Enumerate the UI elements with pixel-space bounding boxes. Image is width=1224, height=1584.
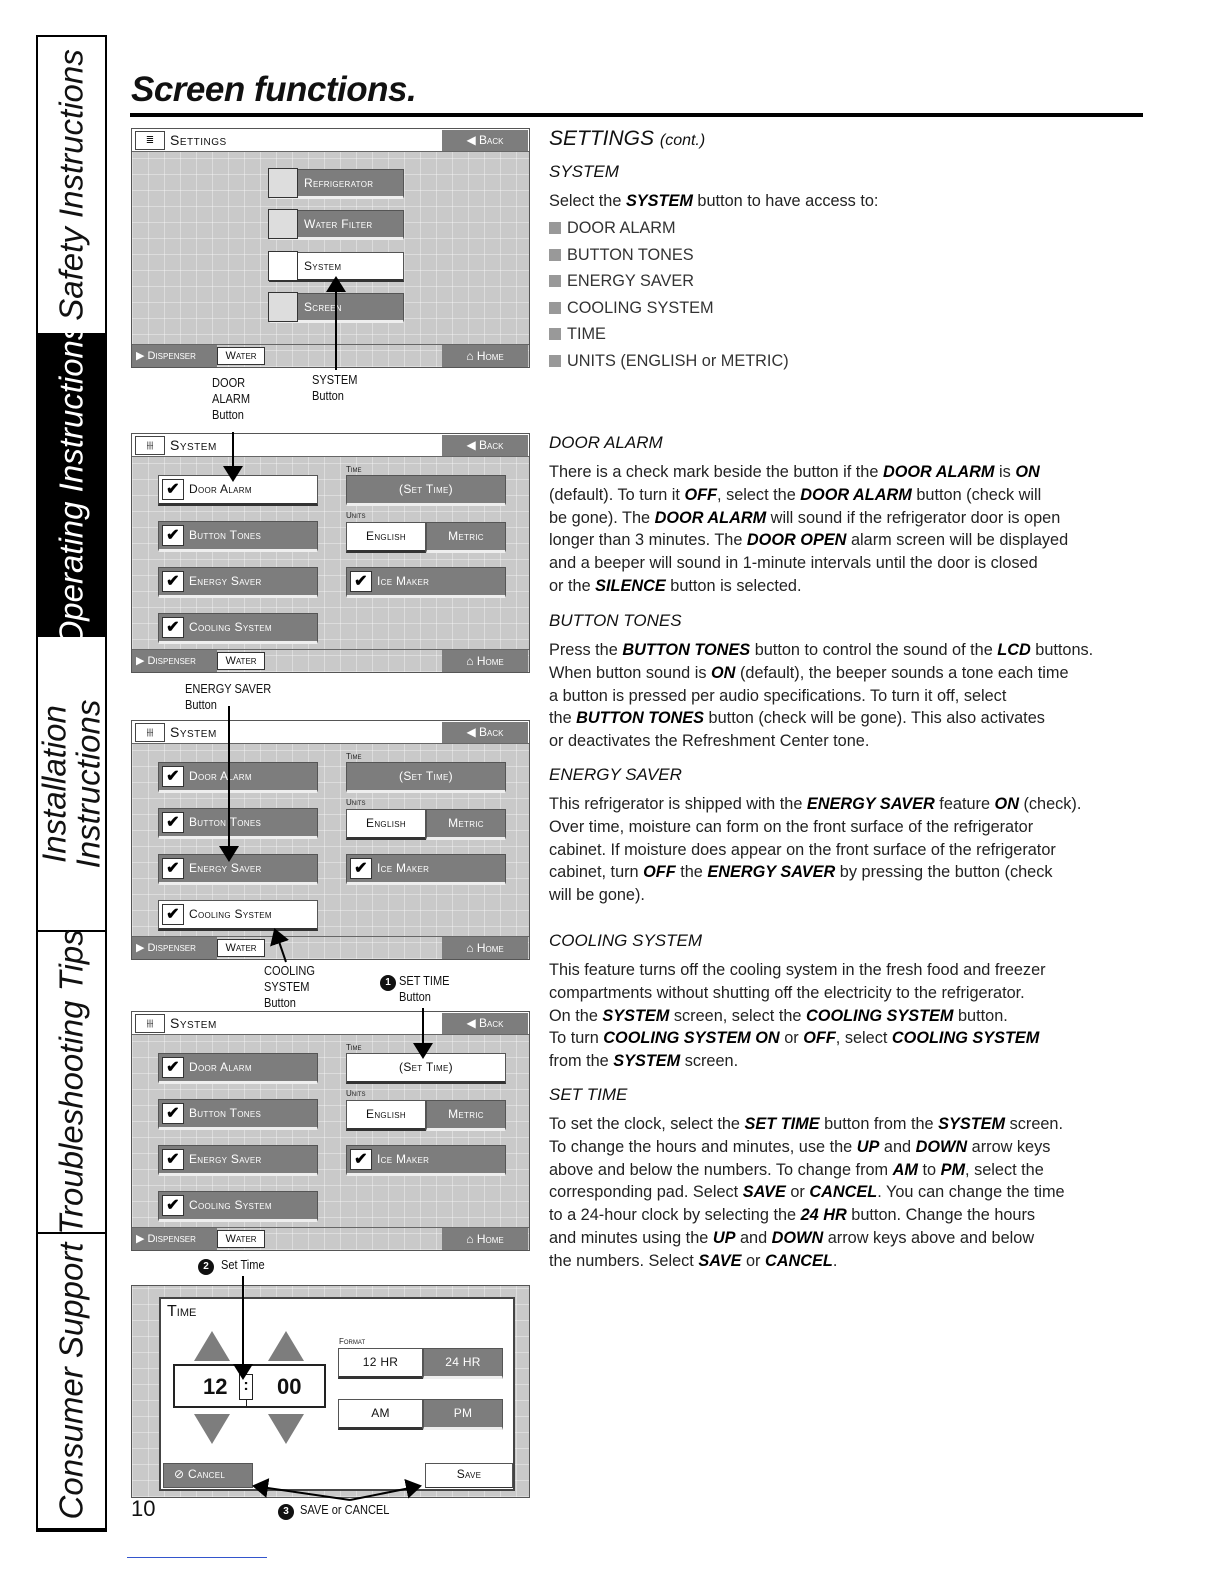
section-door-alarm-text — [549, 461, 1068, 598]
button-label: Water Filter — [304, 217, 373, 231]
section-energy-saver-text — [549, 793, 1081, 907]
home-button[interactable]: ⌂ Home — [442, 650, 528, 672]
screen-title: Settings — [170, 132, 227, 148]
emphasis: SAVE — [698, 1251, 742, 1270]
button-label: Button Tones — [189, 528, 262, 542]
set-time-button[interactable]: (Set Time) — [346, 1053, 506, 1084]
section-set-time-text — [549, 1113, 1065, 1273]
emphasis: OFF — [643, 863, 676, 882]
section-energy-saver-heading: ENERGY SAVER — [549, 765, 682, 784]
emphasis: BUTTON TONES — [622, 641, 751, 659]
section-cooling-system-heading: COOLING SYSTEM — [549, 931, 703, 950]
back-button[interactable]: ◀ Back — [442, 435, 528, 456]
cancel-label: Cancel — [188, 1467, 226, 1481]
time-label: Time — [346, 465, 362, 474]
button-label: Button Tones — [189, 1106, 262, 1120]
section-set-time-heading: SET TIME — [549, 1085, 628, 1104]
dispenser-button[interactable]: ▶ Dispenser — [132, 650, 217, 672]
step-number: 2 — [198, 1259, 214, 1275]
text: button (check will be gone). The — [549, 485, 1042, 527]
text: , select the corresponding pad. Select — [549, 1160, 1044, 1202]
checkmark-icon: ✔ — [162, 617, 184, 638]
text: button to control the sound of the — [750, 641, 998, 659]
system-sliders-icon: ⫲⫲ — [135, 723, 165, 742]
set-time-button[interactable]: (Set Time) — [346, 762, 506, 793]
text: is — [994, 463, 1016, 481]
checkmark-icon: ✔ — [162, 1103, 184, 1124]
emphasis: DOWN — [915, 1137, 968, 1156]
system-option — [549, 295, 789, 322]
system-option — [549, 348, 789, 375]
checkmark-icon: ✔ — [350, 571, 372, 592]
checkmark-icon: ✔ — [162, 904, 184, 925]
emphasis: PM — [940, 1160, 966, 1179]
dispenser-button[interactable]: ▶ Dispenser — [132, 345, 217, 367]
time-label: Time — [346, 752, 362, 761]
emphasis: SYSTEM — [625, 192, 693, 210]
emphasis: SAVE — [742, 1183, 786, 1202]
emphasis: 24 HR — [800, 1206, 847, 1225]
emphasis: SET TIME — [744, 1115, 820, 1133]
button-label: Screen — [304, 300, 342, 314]
text: Press the — [549, 641, 623, 659]
checkmark-icon: ✔ — [162, 571, 184, 592]
text: or — [779, 1029, 804, 1048]
back-button[interactable]: ◀ Back — [442, 722, 528, 743]
checkmark-icon: ✔ — [162, 525, 184, 546]
emphasis: CANCEL — [809, 1183, 878, 1202]
emphasis: CANCEL — [765, 1251, 833, 1270]
button-label: Cooling System — [189, 907, 272, 921]
system-note: SYSTEM Button — [312, 372, 358, 403]
pm-button[interactable]: PM — [423, 1399, 503, 1430]
button-label: Door Alarm — [189, 1060, 252, 1074]
section-heading — [549, 127, 705, 151]
text: screen, select the — [669, 1006, 807, 1025]
back-button[interactable]: ◀ Back — [442, 1013, 528, 1034]
option-label: DOOR ALARM — [567, 219, 676, 237]
text: feature — [934, 795, 995, 813]
tab-label: Operating Instructions — [52, 323, 90, 647]
metric-button[interactable]: Metric — [426, 809, 506, 840]
text: by pressing the button (check will be gone). — [549, 863, 1053, 905]
text: and — [735, 1228, 772, 1247]
home-button[interactable]: ⌂ Home — [442, 937, 528, 959]
checkmark-icon: ✔ — [162, 479, 184, 500]
english-button[interactable]: English — [346, 522, 426, 553]
tab-label: Consumer Support — [52, 1242, 90, 1520]
emphasis: ON — [994, 795, 1019, 813]
step-number: 1 — [380, 975, 396, 991]
button-label: Door Alarm — [189, 482, 252, 496]
system-heading: SYSTEM — [549, 162, 619, 181]
bullet-icon — [549, 328, 561, 340]
colon: : — [239, 1374, 253, 1400]
door-alarm-note: DOOR ALARM Button — [212, 375, 251, 422]
checkmark-icon: ✔ — [162, 1149, 184, 1170]
units-label: Units — [346, 511, 366, 520]
water-indicator: Water — [217, 1230, 265, 1248]
text: There is a check mark beside the button if the — [549, 463, 883, 481]
home-button[interactable]: ⌂ Home — [442, 1228, 528, 1250]
text: button from the — [819, 1115, 939, 1133]
bullet-icon — [549, 275, 561, 287]
emphasis: ON — [711, 663, 736, 682]
option-label: TIME — [567, 325, 606, 344]
time-title: Time — [167, 1303, 197, 1320]
english-button[interactable]: English — [346, 1100, 426, 1131]
text: button. To turn — [549, 1006, 1008, 1048]
text: screen. — [680, 1052, 739, 1071]
checkmark-icon: ✔ — [350, 858, 372, 879]
tab-label: Installation Instructions — [35, 699, 107, 868]
tab-label: Troubleshooting Tips — [52, 929, 90, 1235]
button-label: Ice Maker — [377, 1152, 430, 1166]
checkmark-icon: ✔ — [162, 858, 184, 879]
screen-title: System — [170, 724, 217, 740]
screen-title: System — [170, 1015, 217, 1031]
settings-icon: ≣ — [135, 131, 165, 150]
text: from the — [549, 1052, 609, 1071]
emphasis: SYSTEM — [613, 1052, 681, 1071]
screen-title: System — [170, 437, 217, 453]
emphasis: ON — [1015, 463, 1040, 481]
emphasis: COOLING SYSTEM — [806, 1006, 954, 1025]
emphasis: LCD — [997, 641, 1031, 659]
text: will sound if the refrigerator door is open longer than 3 minutes. The — [549, 508, 1061, 550]
text: , select — [835, 1029, 892, 1048]
dispenser-button[interactable]: ▶ Dispenser — [132, 1228, 217, 1250]
emphasis: DOOR ALARM — [654, 508, 767, 527]
12hr-button[interactable]: 12 HR — [338, 1348, 423, 1379]
text: button. Change the hours and minutes using the — [549, 1206, 1036, 1247]
button-label: Energy Saver — [189, 574, 262, 588]
text: This refrigerator is shipped with the — [549, 795, 807, 813]
text: alarm screen will be displayed and a beeper will sound in 1-minute intervals until the door is closed or the — [549, 531, 1069, 595]
page-title: Screen functions. — [131, 70, 417, 109]
heading-text: SETTINGS — [549, 127, 655, 150]
metric-button[interactable]: Metric — [426, 1100, 506, 1131]
emphasis: UP — [712, 1228, 736, 1247]
emphasis: COOLING SYSTEM — [891, 1029, 1040, 1048]
dispenser-button[interactable]: ▶ Dispenser — [132, 937, 217, 959]
set-time-button[interactable]: (Set Time) — [346, 475, 506, 506]
emphasis: SILENCE — [595, 576, 666, 595]
emphasis: SYSTEM — [938, 1115, 1006, 1133]
system-option — [549, 268, 789, 295]
button-label: System — [304, 259, 342, 273]
checkmark-icon: ✔ — [162, 1195, 184, 1216]
text: . You can change the time to a 24-hour clock by selecting the — [549, 1183, 1065, 1225]
time-label: Time — [346, 1043, 362, 1052]
text: buttons. When button sound is — [549, 641, 1094, 682]
emphasis: SYSTEM — [602, 1006, 670, 1025]
system-intro — [549, 190, 878, 213]
text: and — [879, 1137, 916, 1156]
section-cooling-system-text — [549, 959, 1046, 1073]
text: , select the — [717, 485, 801, 504]
system-option — [549, 242, 789, 269]
emphasis: ENERGY SAVER — [707, 863, 836, 882]
water-indicator: Water — [217, 652, 265, 670]
option-label: UNITS (ENGLISH or METRIC) — [567, 351, 789, 370]
step-number: 3 — [278, 1504, 294, 1520]
heading-cont: (cont.) — [659, 132, 706, 149]
emphasis: COOLING SYSTEM ON — [603, 1029, 780, 1048]
checkmark-icon: ✔ — [162, 1057, 184, 1078]
bullet-icon — [549, 249, 561, 261]
water-indicator: Water — [217, 347, 265, 365]
tab-label: Safety Instructions — [52, 49, 90, 321]
text: button is selected. — [665, 576, 802, 595]
text: arrow keys above and below the numbers. Select — [549, 1228, 1035, 1270]
text: or — [785, 1183, 810, 1202]
emphasis: DOOR ALARM — [882, 463, 995, 481]
hours-value: 12 — [203, 1374, 228, 1399]
emphasis: AM — [892, 1160, 918, 1179]
energy-saver-note: ENERGY SAVER Button — [185, 681, 272, 712]
back-button[interactable]: ◀ Back — [442, 130, 528, 151]
text: to — [917, 1160, 941, 1179]
button-label: Ice Maker — [377, 861, 430, 875]
set-time-note-text: SET TIME Button — [399, 973, 450, 1004]
option-label: COOLING SYSTEM — [567, 298, 714, 317]
minutes-value: 00 — [277, 1374, 302, 1399]
system-option — [549, 321, 789, 348]
emphasis: DOOR ALARM — [800, 485, 912, 504]
english-button[interactable]: English — [346, 809, 426, 840]
home-button[interactable]: ⌂ Home — [442, 345, 528, 367]
system-option — [549, 215, 789, 242]
text: (default). To turn it — [549, 485, 680, 504]
section-button-tones-heading: BUTTON TONES — [549, 611, 682, 630]
cooling-system-note: COOLING SYSTEM Button — [264, 963, 315, 1010]
button-label: Refrigerator — [304, 176, 374, 190]
text: button (check will be gone). This also activates or deactivates the Refreshment Center tone. — [549, 709, 1045, 751]
section-button-tones-text — [549, 639, 1093, 753]
emphasis: OFF — [684, 485, 718, 504]
24hr-button[interactable]: 24 HR — [423, 1348, 503, 1379]
text: the — [675, 863, 708, 882]
units-label: Units — [346, 1089, 366, 1098]
bullet-icon — [549, 355, 561, 367]
text: . — [832, 1251, 838, 1270]
text: screen. To change the hours and minutes, use the — [549, 1115, 1064, 1156]
button-label: Energy Saver — [189, 1152, 262, 1166]
text: arrow keys above and below the numbers. To change from — [549, 1137, 1051, 1179]
save-cancel-step-text: SAVE or CANCEL — [300, 1502, 390, 1517]
text: (default), the beeper sounds a tone each time a button is pressed per audio specifications. To turn it off, select the — [549, 663, 1069, 728]
emphasis: ENERGY SAVER — [806, 795, 935, 813]
system-sliders-icon: ⫲⫲ — [135, 1014, 165, 1033]
emphasis: BUTTON TONES — [576, 709, 705, 728]
bullet-icon — [549, 222, 561, 234]
bullet-icon — [549, 302, 561, 314]
text: This feature turns off the cooling system in the fresh food and freezer compartments without shutting off the electricity to the refrigerator. On the — [549, 961, 1046, 1025]
set-time-step-text: Set Time — [221, 1257, 265, 1272]
save-button[interactable]: Save — [425, 1463, 513, 1488]
units-label: Units — [346, 798, 366, 807]
button-label: Cooling System — [189, 1198, 272, 1212]
emphasis: UP — [856, 1137, 880, 1156]
page-number: 10 — [131, 1496, 156, 1521]
checkmark-icon: ✔ — [350, 1149, 372, 1170]
option-label: ENERGY SAVER — [567, 272, 694, 291]
cancel-icon: ⊘ — [174, 1467, 185, 1481]
button-label: Cooling System — [189, 620, 272, 634]
emphasis: DOOR OPEN — [746, 531, 847, 550]
format-label: Format — [339, 1337, 366, 1346]
checkmark-icon: ✔ — [162, 812, 184, 833]
text: Select the — [549, 192, 626, 210]
text: To set the clock, select the — [549, 1115, 745, 1133]
option-label: BUTTON TONES — [567, 245, 694, 264]
checkmark-icon: ✔ — [162, 766, 184, 787]
text: (check). Over time, moisture can form on the front surface of the refrigerator cabinet. If moisture does appear on the front surface of the refrigerator cabinet, turn — [549, 795, 1082, 882]
section-door-alarm-heading: DOOR ALARM — [549, 433, 663, 452]
emphasis: OFF — [803, 1029, 836, 1048]
text: button to have access to: — [692, 192, 879, 210]
button-label: Door Alarm — [189, 769, 252, 783]
water-indicator: Water — [217, 939, 265, 957]
am-button[interactable]: AM — [338, 1399, 423, 1430]
button-label: Ice Maker — [377, 574, 430, 588]
button-label: Button Tones — [189, 815, 262, 829]
emphasis: DOWN — [771, 1228, 824, 1247]
text: or — [741, 1251, 765, 1270]
button-label: Energy Saver — [189, 861, 262, 875]
system-sliders-icon: ⫲⫲ — [135, 436, 165, 455]
metric-button[interactable]: Metric — [426, 522, 506, 553]
system-options-list — [549, 215, 789, 375]
